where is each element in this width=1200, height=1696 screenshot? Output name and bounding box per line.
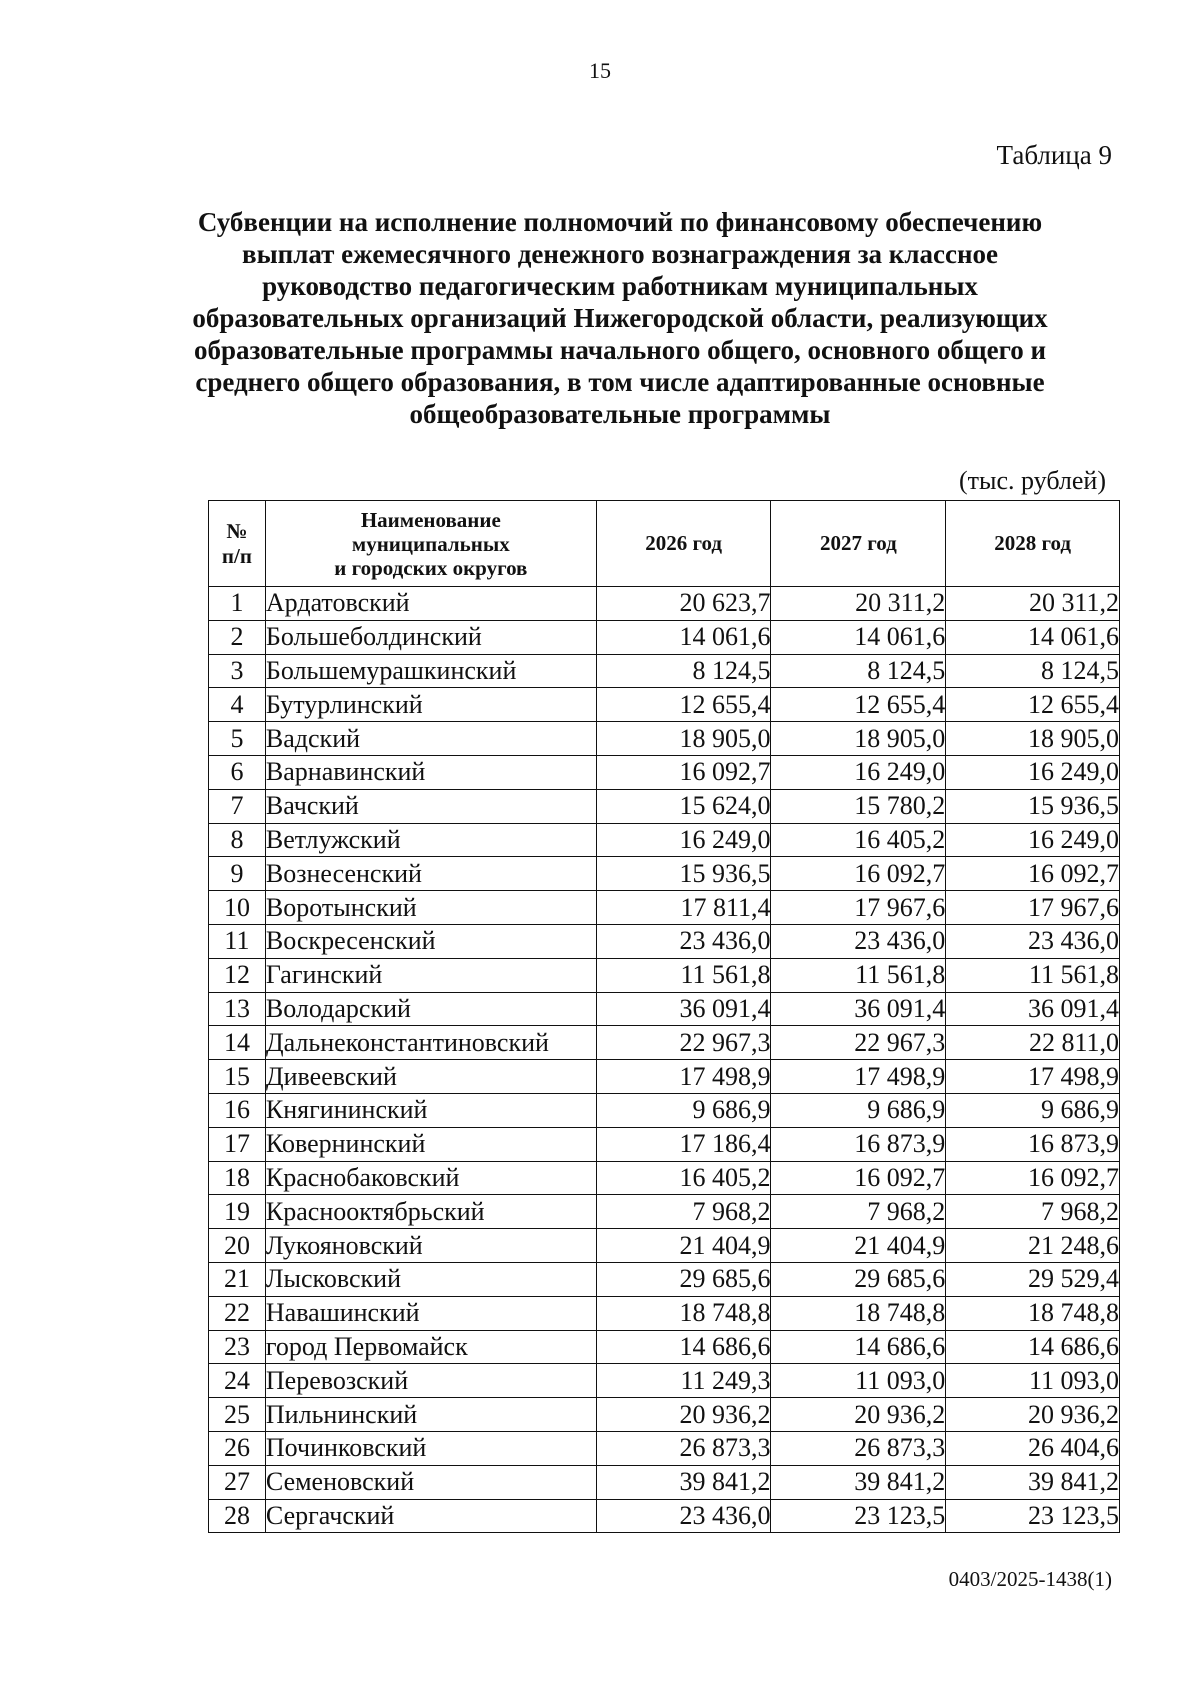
value-2028-cell: 15 936,5 (946, 789, 1120, 823)
table-row (209, 1127, 1120, 1161)
district-name-cell: город Первомайск (265, 1330, 596, 1364)
table-row (209, 1026, 1120, 1060)
table-row (209, 587, 1120, 621)
district-name-cell: Сергачский (265, 1499, 596, 1533)
value-2027-cell: 17 967,6 (771, 891, 946, 925)
value-2027-cell: 14 061,6 (771, 620, 946, 654)
value-2026-cell: 20 936,2 (596, 1398, 771, 1432)
value-2027-cell: 26 873,3 (771, 1431, 946, 1465)
district-name-cell: Гагинский (265, 958, 596, 992)
value-2027-cell: 17 498,9 (771, 1060, 946, 1094)
value-2026-cell: 16 249,0 (596, 823, 771, 857)
district-name-cell: Дивеевский (265, 1060, 596, 1094)
value-2027-cell: 18 748,8 (771, 1296, 946, 1330)
row-number-cell: 3 (209, 654, 266, 688)
value-2026-cell: 17 186,4 (596, 1127, 771, 1161)
row-number-cell: 4 (209, 688, 266, 722)
district-name-cell: Краснобаковский (265, 1161, 596, 1195)
value-2026-cell: 36 091,4 (596, 992, 771, 1026)
value-2026-cell: 15 624,0 (596, 789, 771, 823)
value-2028-cell: 36 091,4 (946, 992, 1120, 1026)
value-2027-cell: 18 905,0 (771, 722, 946, 756)
value-2026-cell: 21 404,9 (596, 1229, 771, 1263)
value-2026-cell: 14 061,6 (596, 620, 771, 654)
table-row (209, 1195, 1120, 1229)
table-row (209, 1330, 1120, 1364)
row-number-cell: 18 (209, 1161, 266, 1195)
title-line: руководство педагогическим работникам муниципальных (262, 271, 978, 301)
value-2028-cell: 14 061,6 (946, 620, 1120, 654)
district-name-cell: Ардатовский (265, 587, 596, 621)
table-row (209, 688, 1120, 722)
page-number: 15 (589, 58, 611, 83)
table-row (209, 1060, 1120, 1094)
value-2028-cell: 23 123,5 (946, 1499, 1120, 1533)
district-name-cell: Воротынский (265, 891, 596, 925)
value-2027-cell: 11 093,0 (771, 1364, 946, 1398)
table-label: Таблица 9 (996, 140, 1112, 170)
district-name-cell: Большемурашкинский (265, 654, 596, 688)
district-name-cell: Лукояновский (265, 1229, 596, 1263)
district-name-cell: Вадский (265, 722, 596, 756)
table-row (209, 1364, 1120, 1398)
value-2028-cell: 22 811,0 (946, 1026, 1120, 1060)
table-header-row (209, 501, 1120, 587)
row-number-cell: 28 (209, 1499, 266, 1533)
value-2027-cell: 15 780,2 (771, 789, 946, 823)
value-2026-cell: 9 686,9 (596, 1093, 771, 1127)
value-2028-cell: 11 093,0 (946, 1364, 1120, 1398)
table-row (209, 924, 1120, 958)
value-2026-cell: 23 436,0 (596, 924, 771, 958)
district-name-cell: Володарский (265, 992, 596, 1026)
district-name-cell: Лысковский (265, 1262, 596, 1296)
value-2027-cell: 16 092,7 (771, 1161, 946, 1195)
value-2026-cell: 23 436,0 (596, 1499, 771, 1533)
table-row (209, 891, 1120, 925)
value-2028-cell: 26 404,6 (946, 1431, 1120, 1465)
table-row (209, 1296, 1120, 1330)
value-2026-cell: 20 623,7 (596, 587, 771, 621)
district-name-cell: Семеновский (265, 1465, 596, 1499)
value-2027-cell: 23 436,0 (771, 924, 946, 958)
value-2026-cell: 8 124,5 (596, 654, 771, 688)
row-number-cell: 16 (209, 1093, 266, 1127)
value-2027-cell: 16 873,9 (771, 1127, 946, 1161)
title-line: образовательные программы начального общего, основного общего и (193, 335, 1047, 365)
value-2026-cell: 12 655,4 (596, 688, 771, 722)
header-name-line: Наименование (360, 507, 501, 532)
row-number-cell: 19 (209, 1195, 266, 1229)
value-2028-cell: 21 248,6 (946, 1229, 1120, 1263)
row-number-cell: 15 (209, 1060, 266, 1094)
document-title (190, 206, 1050, 430)
district-name-cell: Вачский (265, 789, 596, 823)
header-2026: 2026 год (596, 501, 771, 587)
value-2028-cell: 16 249,0 (946, 823, 1120, 857)
value-2026-cell: 22 967,3 (596, 1026, 771, 1060)
value-2026-cell: 29 685,6 (596, 1262, 771, 1296)
row-number-cell: 24 (209, 1364, 266, 1398)
value-2028-cell: 16 092,7 (946, 857, 1120, 891)
table-row (209, 789, 1120, 823)
row-number-cell: 25 (209, 1398, 266, 1432)
table-row (209, 1262, 1120, 1296)
title-line: выплат ежемесячного денежного вознаграждения за классное (241, 239, 999, 269)
value-2027-cell: 20 936,2 (771, 1398, 946, 1432)
subventions-table (208, 500, 1120, 1533)
value-2028-cell: 16 873,9 (946, 1127, 1120, 1161)
value-2028-cell: 12 655,4 (946, 688, 1120, 722)
table-row (209, 1093, 1120, 1127)
value-2027-cell: 11 561,8 (771, 958, 946, 992)
document-code: 0403/2025-1438(1) (948, 1567, 1112, 1591)
row-number-cell: 12 (209, 958, 266, 992)
value-2028-cell: 17 967,6 (946, 891, 1120, 925)
row-number-cell: 23 (209, 1330, 266, 1364)
row-number-cell: 1 (209, 587, 266, 621)
row-number-cell: 6 (209, 755, 266, 789)
units-label: (тыс. рублей) (958, 466, 1106, 495)
header-num-line: п/п (221, 543, 252, 568)
district-name-cell: Перевозский (265, 1364, 596, 1398)
value-2027-cell: 14 686,6 (771, 1330, 946, 1364)
table-row (209, 1499, 1120, 1533)
value-2027-cell: 16 405,2 (771, 823, 946, 857)
table-row (209, 722, 1120, 756)
value-2028-cell: 39 841,2 (946, 1465, 1120, 1499)
value-2026-cell: 26 873,3 (596, 1431, 771, 1465)
value-2027-cell: 21 404,9 (771, 1229, 946, 1263)
value-2026-cell: 39 841,2 (596, 1465, 771, 1499)
row-number-cell: 22 (209, 1296, 266, 1330)
value-2027-cell: 8 124,5 (771, 654, 946, 688)
district-name-cell: Пильнинский (265, 1398, 596, 1432)
value-2028-cell: 8 124,5 (946, 654, 1120, 688)
district-name-cell: Варнавинский (265, 755, 596, 789)
table-row (209, 1465, 1120, 1499)
table-row (209, 1229, 1120, 1263)
row-number-cell: 10 (209, 891, 266, 925)
value-2026-cell: 18 905,0 (596, 722, 771, 756)
header-num-line: № (226, 518, 248, 543)
district-name-cell: Княгининский (265, 1093, 596, 1127)
value-2028-cell: 20 936,2 (946, 1398, 1120, 1432)
header-num (209, 501, 266, 587)
table-row (209, 857, 1120, 891)
row-number-cell: 17 (209, 1127, 266, 1161)
district-name-cell: Краснооктябрьский (265, 1195, 596, 1229)
value-2028-cell: 16 092,7 (946, 1161, 1120, 1195)
value-2028-cell: 23 436,0 (946, 924, 1120, 958)
value-2026-cell: 17 811,4 (596, 891, 771, 925)
value-2026-cell: 16 405,2 (596, 1161, 771, 1195)
title-line: Субвенции на исполнение полномочий по финансовому обеспечению (197, 207, 1043, 237)
header-name-line: муниципальных (351, 531, 510, 556)
value-2027-cell: 7 968,2 (771, 1195, 946, 1229)
value-2026-cell: 11 561,8 (596, 958, 771, 992)
value-2027-cell: 39 841,2 (771, 1465, 946, 1499)
table-row (209, 1161, 1120, 1195)
value-2026-cell: 18 748,8 (596, 1296, 771, 1330)
district-name-cell: Ветлужский (265, 823, 596, 857)
row-number-cell: 11 (209, 924, 266, 958)
row-number-cell: 26 (209, 1431, 266, 1465)
value-2026-cell: 14 686,6 (596, 1330, 771, 1364)
title-line: среднего общего образования, в том числе адаптированные основные (195, 367, 1045, 397)
row-number-cell: 9 (209, 857, 266, 891)
row-number-cell: 21 (209, 1262, 266, 1296)
value-2027-cell: 16 249,0 (771, 755, 946, 789)
value-2027-cell: 23 123,5 (771, 1499, 946, 1533)
value-2028-cell: 20 311,2 (946, 587, 1120, 621)
value-2028-cell: 14 686,6 (946, 1330, 1120, 1364)
header-name-line: и городских округов (334, 555, 528, 580)
value-2028-cell: 7 968,2 (946, 1195, 1120, 1229)
header-2028: 2028 год (946, 501, 1120, 587)
table-row (209, 1431, 1120, 1465)
value-2027-cell: 36 091,4 (771, 992, 946, 1026)
value-2026-cell: 16 092,7 (596, 755, 771, 789)
value-2027-cell: 29 685,6 (771, 1262, 946, 1296)
title-line: образовательных организаций Нижегородской области, реализующих (192, 303, 1048, 333)
row-number-cell: 2 (209, 620, 266, 654)
district-name-cell: Большеболдинский (265, 620, 596, 654)
value-2028-cell: 17 498,9 (946, 1060, 1120, 1094)
value-2028-cell: 18 905,0 (946, 722, 1120, 756)
district-name-cell: Ковернинский (265, 1127, 596, 1161)
district-name-cell: Бутурлинский (265, 688, 596, 722)
title-line: общеобразовательные программы (409, 399, 831, 429)
value-2027-cell: 22 967,3 (771, 1026, 946, 1060)
district-name-cell: Вознесенский (265, 857, 596, 891)
value-2026-cell: 17 498,9 (596, 1060, 771, 1094)
row-number-cell: 20 (209, 1229, 266, 1263)
table-row (209, 1398, 1120, 1432)
row-number-cell: 7 (209, 789, 266, 823)
value-2026-cell: 15 936,5 (596, 857, 771, 891)
value-2027-cell: 16 092,7 (771, 857, 946, 891)
district-name-cell: Навашинский (265, 1296, 596, 1330)
value-2026-cell: 7 968,2 (596, 1195, 771, 1229)
row-number-cell: 13 (209, 992, 266, 1026)
value-2028-cell: 29 529,4 (946, 1262, 1120, 1296)
table-row (209, 654, 1120, 688)
district-name-cell: Починковский (265, 1431, 596, 1465)
table-row (209, 620, 1120, 654)
value-2028-cell: 18 748,8 (946, 1296, 1120, 1330)
header-name (265, 501, 596, 587)
value-2028-cell: 11 561,8 (946, 958, 1120, 992)
row-number-cell: 8 (209, 823, 266, 857)
table-body (209, 587, 1120, 1533)
value-2027-cell: 9 686,9 (771, 1093, 946, 1127)
value-2027-cell: 12 655,4 (771, 688, 946, 722)
value-2028-cell: 16 249,0 (946, 755, 1120, 789)
row-number-cell: 5 (209, 722, 266, 756)
value-2027-cell: 20 311,2 (771, 587, 946, 621)
table-row (209, 958, 1120, 992)
header-2027: 2027 год (771, 501, 946, 587)
table-row (209, 823, 1120, 857)
district-name-cell: Воскресенский (265, 924, 596, 958)
table-row (209, 755, 1120, 789)
value-2026-cell: 11 249,3 (596, 1364, 771, 1398)
value-2028-cell: 9 686,9 (946, 1093, 1120, 1127)
table-row (209, 992, 1120, 1026)
district-name-cell: Дальнеконстантиновский (265, 1026, 596, 1060)
row-number-cell: 27 (209, 1465, 266, 1499)
row-number-cell: 14 (209, 1026, 266, 1060)
